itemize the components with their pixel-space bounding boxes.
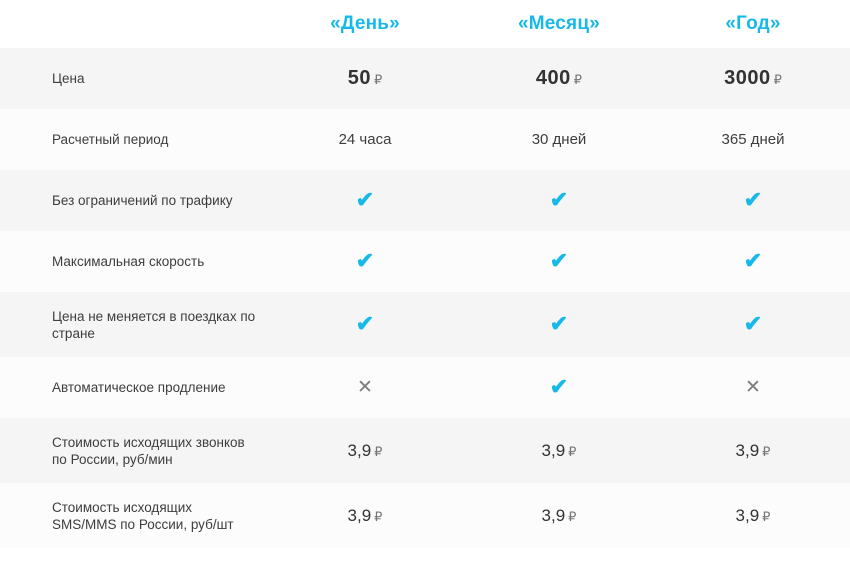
rate-amount: 3,9 bbox=[541, 505, 566, 525]
cell-price-month bbox=[462, 48, 656, 109]
row-label-billing-period: Расчетный период bbox=[0, 109, 268, 170]
table-row bbox=[0, 170, 850, 231]
table-row bbox=[0, 48, 850, 109]
rate-amount: 3,9 bbox=[541, 440, 566, 460]
rate-amount: 3,9 bbox=[735, 440, 760, 460]
row-label-max-speed: Максимальная скорость bbox=[0, 231, 268, 292]
check-icon: ✔ bbox=[743, 311, 763, 336]
cell-sms-rate-month bbox=[462, 483, 656, 548]
check-icon: ✔ bbox=[549, 374, 569, 399]
rate-amount: 3,9 bbox=[735, 505, 760, 525]
currency-symbol: ₽ bbox=[762, 443, 771, 459]
cell-unlimited-day bbox=[268, 170, 462, 231]
cross-icon: ✕ bbox=[357, 376, 373, 398]
price-amount: 400 bbox=[535, 67, 571, 89]
currency-symbol: ₽ bbox=[568, 443, 577, 459]
cell-call-rate-month bbox=[462, 418, 656, 483]
period-value: 30 дней bbox=[531, 130, 587, 148]
cell-max-speed-month bbox=[462, 231, 656, 292]
check-icon: ✔ bbox=[355, 187, 375, 212]
cell-sms-rate-year bbox=[656, 483, 850, 548]
currency-symbol: ₽ bbox=[762, 508, 771, 524]
rate-amount: 3,9 bbox=[347, 505, 372, 525]
currency-symbol: ₽ bbox=[568, 508, 577, 524]
cell-same-price-year bbox=[656, 292, 850, 357]
table-body bbox=[0, 48, 850, 548]
row-label-same-price-travel: Цена не меняется в поездках по стране bbox=[0, 292, 268, 357]
currency-symbol: ₽ bbox=[373, 72, 383, 87]
cell-price-day bbox=[268, 48, 462, 109]
cell-same-price-day bbox=[268, 292, 462, 357]
table-row bbox=[0, 483, 850, 548]
cell-call-rate-year bbox=[656, 418, 850, 483]
check-icon: ✔ bbox=[549, 248, 569, 273]
price-amount: 50 bbox=[347, 67, 371, 89]
header-plan-year bbox=[656, 0, 850, 48]
currency-symbol: ₽ bbox=[573, 72, 583, 87]
cell-period-month bbox=[462, 109, 656, 170]
cell-auto-renewal-year bbox=[656, 357, 850, 418]
cross-icon: ✕ bbox=[745, 376, 761, 398]
currency-symbol: ₽ bbox=[773, 72, 782, 87]
row-label-call-rate: Стоимость исходящих звонков по России, руб/мин bbox=[0, 418, 268, 483]
cell-price-year bbox=[656, 48, 850, 109]
check-icon: ✔ bbox=[743, 248, 763, 273]
cell-call-rate-day bbox=[268, 418, 462, 483]
row-label-unlimited-traffic: Без ограничений по трафику bbox=[0, 170, 268, 231]
table-header bbox=[0, 0, 850, 48]
table-row bbox=[0, 109, 850, 170]
cell-period-day bbox=[268, 109, 462, 170]
plan-title-year: «Год» bbox=[725, 13, 781, 34]
cell-period-year bbox=[656, 109, 850, 170]
table-row bbox=[0, 357, 850, 418]
table-header-row bbox=[0, 0, 850, 48]
header-plan-month bbox=[462, 0, 656, 48]
check-icon: ✔ bbox=[743, 187, 763, 212]
cell-auto-renewal-month bbox=[462, 357, 656, 418]
rate-amount: 3,9 bbox=[347, 440, 372, 460]
cell-max-speed-day bbox=[268, 231, 462, 292]
plan-title-month: «Месяц» bbox=[517, 13, 600, 34]
table-row bbox=[0, 292, 850, 357]
check-icon: ✔ bbox=[549, 187, 569, 212]
table-row bbox=[0, 231, 850, 292]
header-plan-day bbox=[268, 0, 462, 48]
cell-same-price-month bbox=[462, 292, 656, 357]
cell-max-speed-year bbox=[656, 231, 850, 292]
plan-title-day: «День» bbox=[330, 13, 400, 34]
cell-auto-renewal-day bbox=[268, 357, 462, 418]
period-value: 24 часа bbox=[338, 130, 392, 148]
currency-symbol: ₽ bbox=[374, 508, 383, 524]
row-label-sms-rate: Стоимость исходящих SMS/MMS по России, руб/шт bbox=[0, 483, 268, 548]
row-label-price: Цена bbox=[0, 48, 268, 109]
check-icon: ✔ bbox=[355, 311, 375, 336]
check-icon: ✔ bbox=[549, 311, 569, 336]
cell-unlimited-month bbox=[462, 170, 656, 231]
cell-unlimited-year bbox=[656, 170, 850, 231]
currency-symbol: ₽ bbox=[374, 443, 383, 459]
check-icon: ✔ bbox=[355, 248, 375, 273]
cell-sms-rate-day bbox=[268, 483, 462, 548]
period-value: 365 дней bbox=[721, 130, 785, 148]
row-label-auto-renewal: Автоматическое продление bbox=[0, 357, 268, 418]
table-row bbox=[0, 418, 850, 483]
price-amount: 3000 bbox=[724, 67, 771, 89]
header-feature-column bbox=[0, 0, 268, 48]
